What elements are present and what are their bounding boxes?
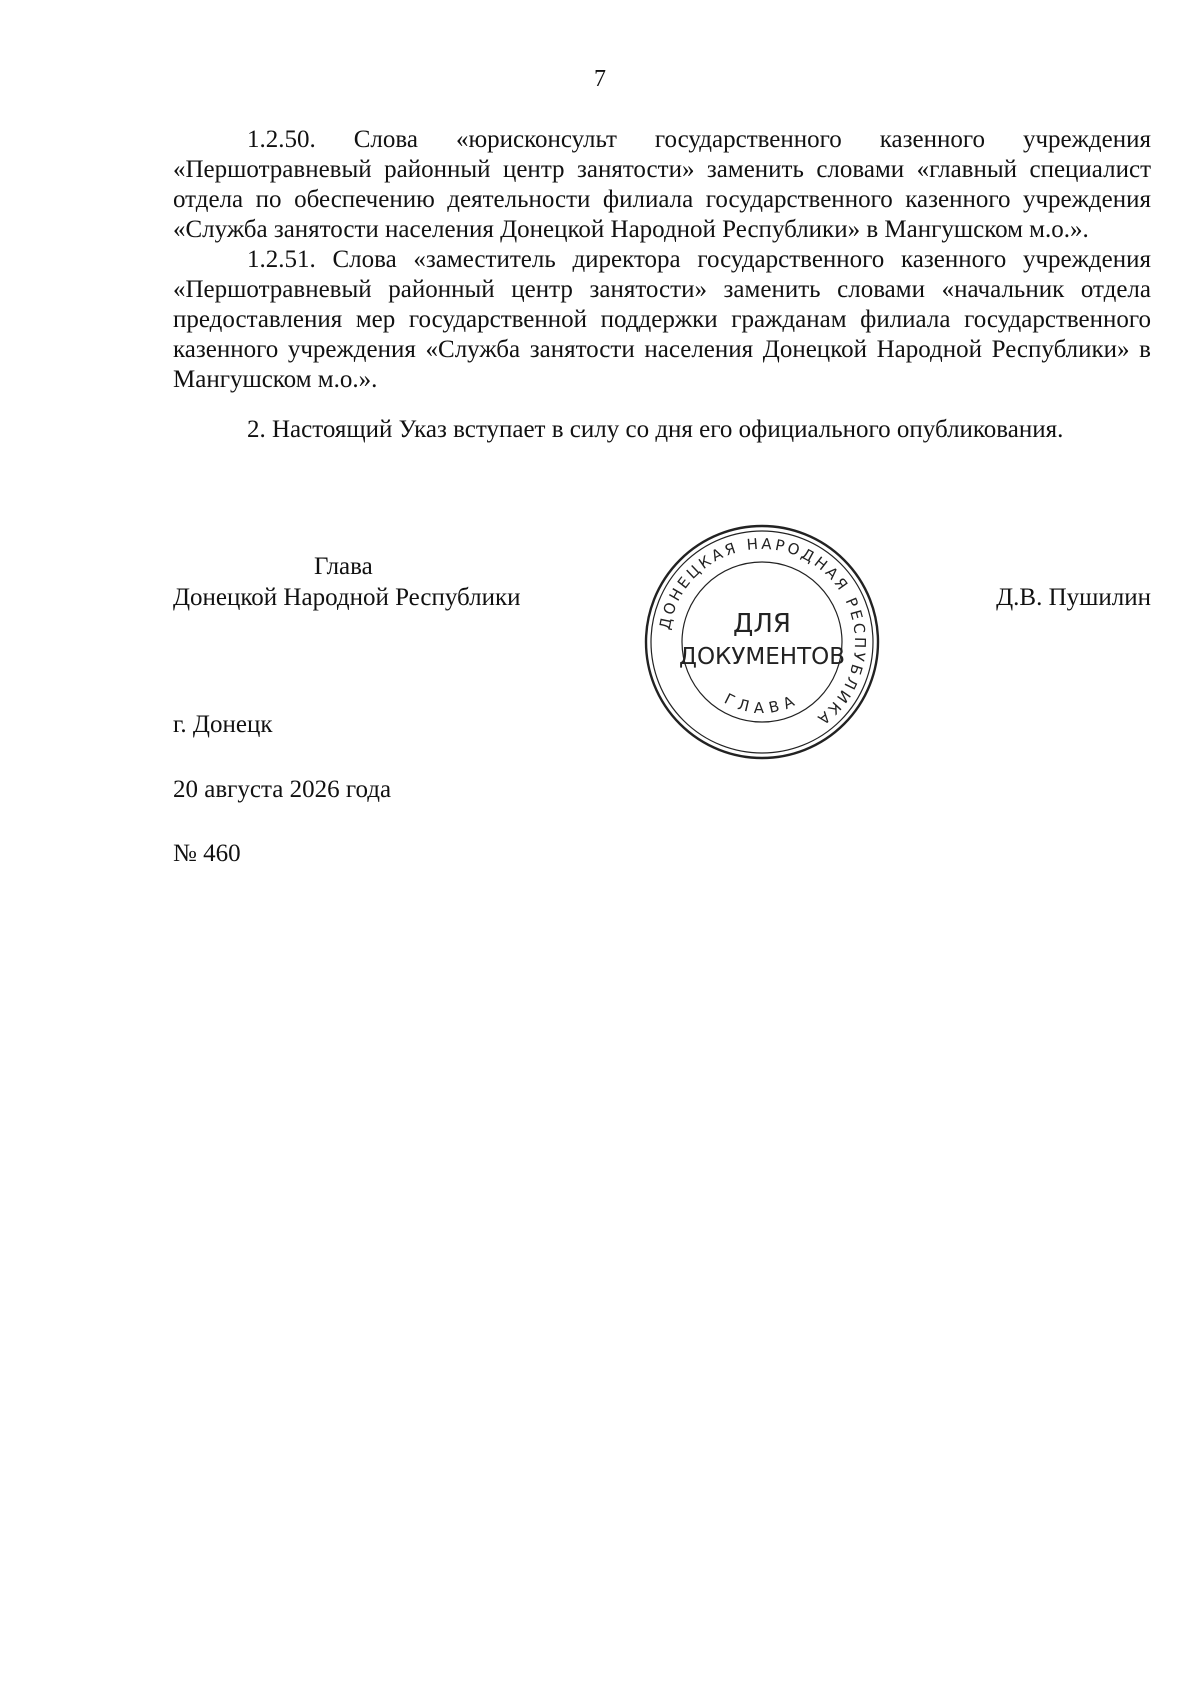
svg-text:ДОКУМЕНТОВ: ДОКУМЕНТОВ [678, 644, 846, 670]
svg-text:ДЛЯ: ДЛЯ [733, 609, 791, 639]
document-date: 20 августа 2026 года [173, 776, 392, 803]
svg-text:ДОНЕЦКАЯ НАРОДНАЯ РЕСПУБЛИКА: ДОНЕЦКАЯ НАРОДНАЯ РЕСПУБЛИКА [655, 534, 870, 730]
paragraph-1-2-50: 1.2.50. Слова «юрисконсульт государственного казенного учреждения «Першотравневый районный центр занятости» заменить словами «главный специалист отдела по обеспечению деятельности филиала государственного казенного учреждения «Служба занятости населения Донецкой Народной Республики» в Мангушском м.о.». [173, 126, 1151, 243]
signatory-title-line1: Глава [314, 553, 373, 580]
paragraph-1-2-51: 1.2.51. Слова «заместитель директора государственного казенного учреждения «Першотравневый районный центр занятости» заменить словами «начальник отдела предоставления мер государственной поддержки гражданам филиала государственного казенного учреждения «Служба занятости населения Донецкой Народной Республики» в Мангушском м.о.». [173, 246, 1151, 393]
signatory-name: Д.В. Пушилин [996, 584, 1151, 611]
paragraph-2-effective: 2. Настоящий Указ вступает в силу со дня его официального опубликования. [247, 416, 1064, 443]
page-number: 7 [594, 66, 606, 92]
svg-text:ГЛАВА: ГЛАВА [721, 689, 803, 718]
document-body [173, 125, 1151, 445]
official-seal-stamp [642, 522, 882, 762]
signatory-title-line2: Донецкой Народной Республики [173, 584, 521, 611]
document-number: № 460 [173, 840, 241, 867]
city: г. Донецк [173, 711, 273, 738]
